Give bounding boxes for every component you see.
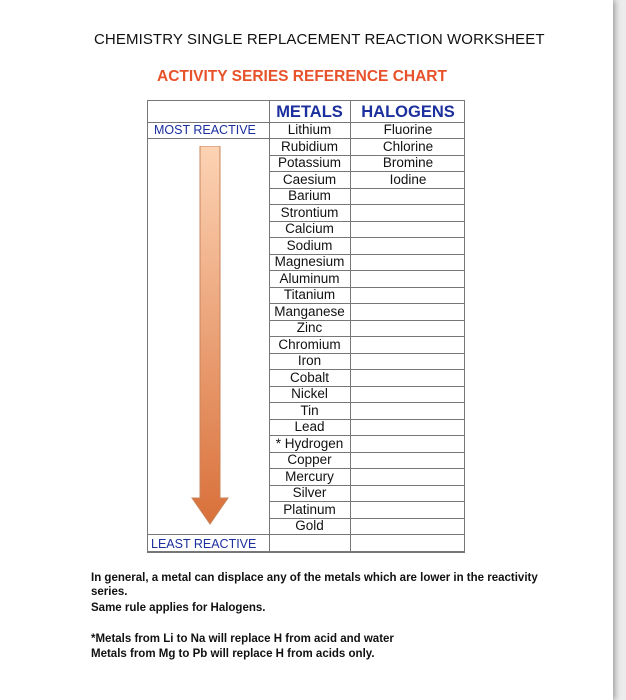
metal-cell: Lithium [287, 122, 332, 137]
metal-cell: Cobalt [289, 369, 330, 385]
metal-cell: Aluminum [279, 270, 340, 286]
metal-cell: Calcium [285, 221, 334, 236]
note-li-na: *Metals from Li to Na will replace H from acid and water [91, 633, 394, 645]
metal-cell: * Hydrogen [275, 435, 344, 451]
metal-cell: Manganese [274, 303, 345, 319]
metal-cell: Copper [287, 452, 332, 467]
metal-cell: Lead [294, 419, 325, 434]
note-general: In general, a metal can displace any of the metals which are lower in the reactivity [91, 572, 538, 584]
reactivity-arrow-icon [190, 146, 230, 526]
halogen-cell: Iodine [389, 171, 427, 187]
most-reactive-label: MOST REACTIVE [154, 123, 256, 137]
metal-cell: Tin [300, 402, 319, 418]
metal-cell: Gold [295, 518, 324, 533]
note-halogens: Same rule applies for Halogens. [91, 602, 266, 614]
metal-cell: Strontium [280, 204, 339, 220]
halogens-header: HALOGENS [361, 103, 455, 121]
metal-cell: Rubidium [280, 138, 339, 154]
metal-cell: Iron [297, 353, 322, 368]
metal-cell: Titanium [283, 287, 336, 302]
halogen-cell: Chlorine [382, 138, 434, 154]
metal-cell: Silver [292, 485, 327, 500]
worksheet-title: CHEMISTRY SINGLE REPLACEMENT REACTION WORKSHEET [94, 31, 545, 48]
least-reactive-label: LEAST REACTIVE [151, 537, 257, 551]
metal-cell: Potassium [277, 155, 342, 170]
metal-cell: Mercury [285, 468, 334, 484]
note-general-cont: series. [91, 586, 128, 598]
metal-cell: Nickel [291, 386, 328, 401]
halogen-cell: Fluorine [383, 122, 433, 137]
most-reactive-row-line [148, 138, 269, 139]
least-reactive-row-line [148, 534, 269, 535]
metal-cell: Chromium [278, 336, 341, 352]
metal-cell: Sodium [286, 237, 333, 253]
metal-cell: Zinc [296, 320, 323, 335]
chart-subtitle: ACTIVITY SERIES REFERENCE CHART [157, 68, 447, 85]
metals-header: METALS [276, 103, 343, 121]
note-mg-pb: Metals from Mg to Pb will replace H from acids only. [91, 648, 375, 660]
halogen-cell: Bromine [382, 155, 434, 170]
metal-cell: Platinum [283, 501, 336, 517]
metal-cell: Barium [288, 188, 331, 203]
metal-cell: Magnesium [274, 254, 345, 269]
metal-cell: Caesium [282, 171, 337, 187]
